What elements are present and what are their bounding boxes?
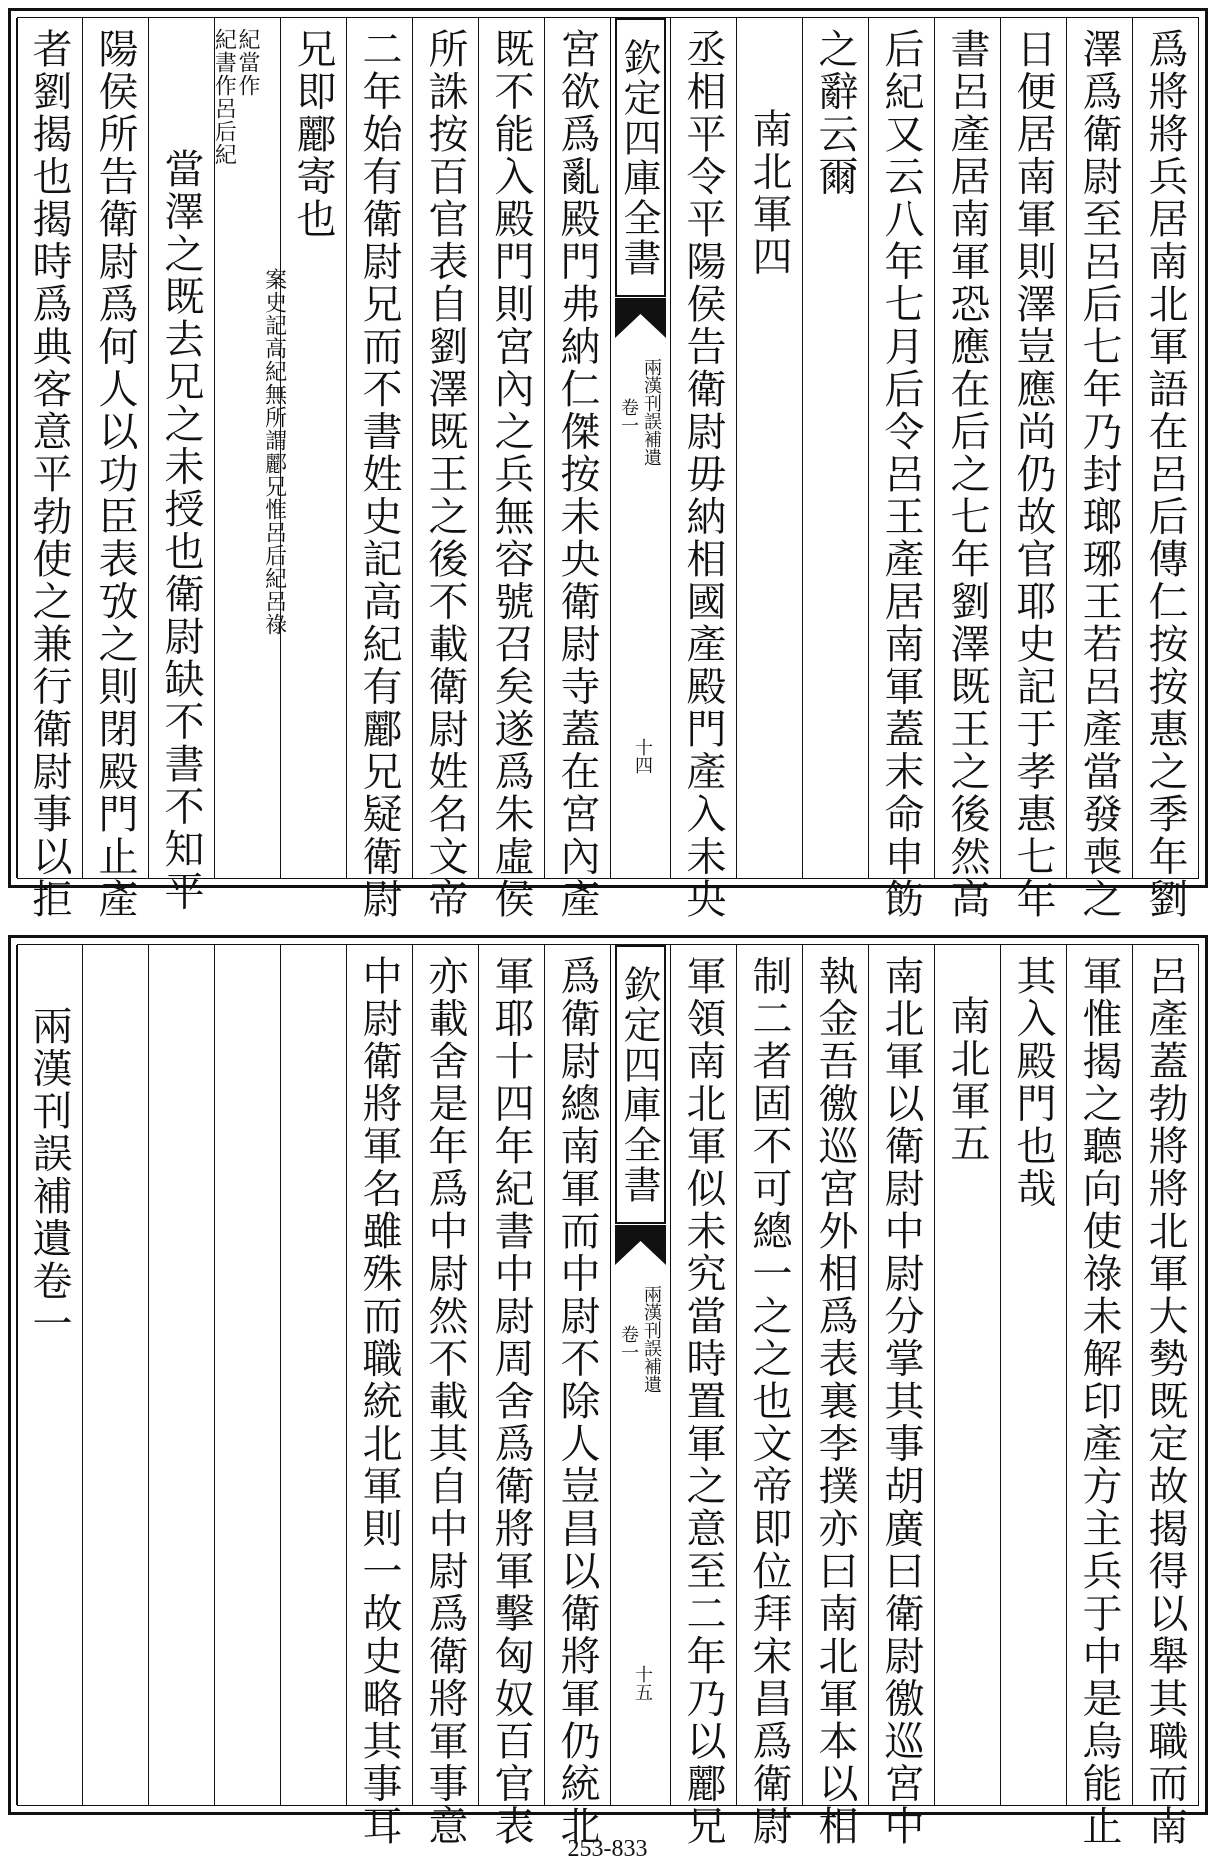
annotation-note: 案史記高紀無所謂酈兄惟呂后紀呂祿 — [261, 268, 287, 636]
column-text: 其入殿門也哉 — [1010, 955, 1056, 1210]
text-column-with-note — [261, 18, 346, 878]
column-text: 丞相平令平陽侯告衛尉毋納相國產殿門產入未央 — [680, 28, 726, 921]
text-column — [736, 945, 802, 1848]
column-text: 軍領南北軍似未究當時置軍之意至二年乃以酈兄 — [680, 955, 726, 1848]
text-column — [544, 18, 610, 921]
bottom-page-frame — [17, 944, 1199, 1848]
column-text: 所誅按百官表自劉澤既王之後不載衛尉姓名文帝 — [422, 28, 468, 921]
text-column — [346, 18, 412, 921]
center-fold — [610, 945, 670, 1805]
text-column — [670, 18, 736, 921]
volume-end-title: 兩漢刊誤補遺卷一 — [26, 1005, 72, 1345]
top-page-frame — [17, 17, 1199, 921]
text-column — [802, 18, 868, 878]
text-column — [16, 18, 82, 921]
folio-number: 十四 — [632, 738, 653, 774]
column-text: 兄即酈寄也 — [290, 28, 336, 241]
text-column — [1132, 18, 1198, 921]
text-column — [148, 18, 214, 913]
center-fold — [610, 18, 670, 878]
fishtail-mark-icon — [615, 298, 666, 338]
column-text: 爲將將兵居南北軍語在呂后傳仁按按惠之季年劉 — [1142, 28, 1188, 921]
text-column — [478, 18, 544, 921]
center-sub-title: 兩漢刊誤補遺 — [641, 358, 662, 466]
column-text: 之辭云爾 — [812, 28, 858, 198]
volume-label: 卷一 — [618, 1325, 639, 1361]
column-text: 軍耶十四年紀書中尉周舍爲衛將軍擊匈奴百官表 — [488, 955, 534, 1848]
empty-column — [82, 945, 148, 1805]
column-text: 爲衛尉總南軍而中尉不除人豈昌以衛將軍仍統北 — [554, 955, 600, 1848]
section-heading: 南北軍四 — [746, 108, 792, 278]
column-text: 制二者固不可總一之之也文帝即位拜宋昌爲衛尉 — [746, 955, 792, 1848]
text-column — [82, 18, 148, 921]
column-text: 陽侯所告衛尉爲何人以功臣表攷之則閉殿門止產 — [92, 28, 138, 921]
column-text: 書呂產居南軍恐應在后之七年劉澤既王之後然高 — [944, 28, 990, 921]
section-heading-column — [934, 945, 1000, 1805]
book-title: 欽定四庫全書 — [615, 945, 666, 1224]
center-sub-title: 兩漢刊誤補遺 — [641, 1285, 662, 1393]
text-column — [412, 18, 478, 921]
text-column — [1132, 945, 1198, 1848]
empty-column — [148, 945, 214, 1805]
column-text: 南北軍以衛尉中尉分掌其事胡廣曰衛尉徼巡宮中 — [878, 955, 924, 1848]
text-column — [1066, 18, 1132, 921]
fishtail-mark-icon — [615, 1225, 666, 1265]
bottom-page — [8, 935, 1208, 1848]
text-column — [868, 18, 934, 921]
annotation-note: 紀書作呂后紀 — [211, 28, 237, 166]
text-column — [934, 18, 1000, 921]
page-footer-number: 253-833 — [567, 1836, 648, 1862]
text-column — [412, 945, 478, 1848]
column-text: 二年始有衛尉兄而不書姓史記高紀有酈兄疑衛尉 — [356, 28, 402, 921]
column-text: 執金吾徼巡宮外相爲表裏李撲亦曰南北軍本以相 — [812, 955, 858, 1848]
section-heading-column — [736, 18, 802, 878]
text-column — [670, 945, 736, 1848]
column-text: 亦載舍是年爲中尉然不載其自中尉爲衛將軍事意 — [422, 955, 468, 1848]
column-text: 呂產蓋勃將將北軍大勢既定故揭得以舉其職而南 — [1142, 955, 1188, 1848]
empty-column — [280, 945, 346, 1805]
column-text: 宮欲爲亂殿門弗納仁傑按未央衛尉寺蓋在宮內產 — [554, 28, 600, 921]
column-text: 軍惟揭之聽向使祿未解印產方主兵于中是烏能止 — [1076, 955, 1122, 1848]
text-column — [1066, 945, 1132, 1848]
text-column — [544, 945, 610, 1848]
volume-label: 卷一 — [618, 398, 639, 434]
volume-end-column — [16, 945, 82, 1805]
text-column — [802, 945, 868, 1848]
text-column — [478, 945, 544, 1848]
empty-column — [214, 945, 280, 1805]
section-heading: 南北軍五 — [944, 995, 990, 1165]
top-page — [8, 8, 1208, 921]
text-column — [1000, 18, 1066, 921]
column-text: 中尉衛將軍名雖殊而職統北軍則一故史略其事耳 — [356, 955, 402, 1848]
column-text: 澤爲衛尉至呂后七年乃封瑯琊王若呂產當發喪之 — [1076, 28, 1122, 921]
book-title: 欽定四庫全書 — [615, 18, 666, 297]
column-text: 后紀又云八年七月后令呂王產居南軍蓋末命申飭 — [878, 28, 924, 921]
column-text: 當澤之既去兄之未授也衛尉缺不書不知平 — [158, 148, 204, 913]
text-column — [1000, 945, 1066, 1805]
column-text: 既不能入殿門則宮內之兵無容號召矣遂爲朱虛侯 — [488, 28, 534, 921]
text-column — [346, 945, 412, 1848]
annotation-note: 紀當作 — [235, 28, 260, 97]
column-text: 者劉揭也揭時爲典客意平勃使之兼行衛尉事以拒 — [26, 28, 72, 921]
column-text: 日便居南軍則澤豈應尚仍故官耶史記于孝惠七年 — [1010, 28, 1056, 921]
text-column — [868, 945, 934, 1848]
folio-number: 十五 — [632, 1665, 653, 1701]
text-column-with-note — [211, 18, 280, 878]
